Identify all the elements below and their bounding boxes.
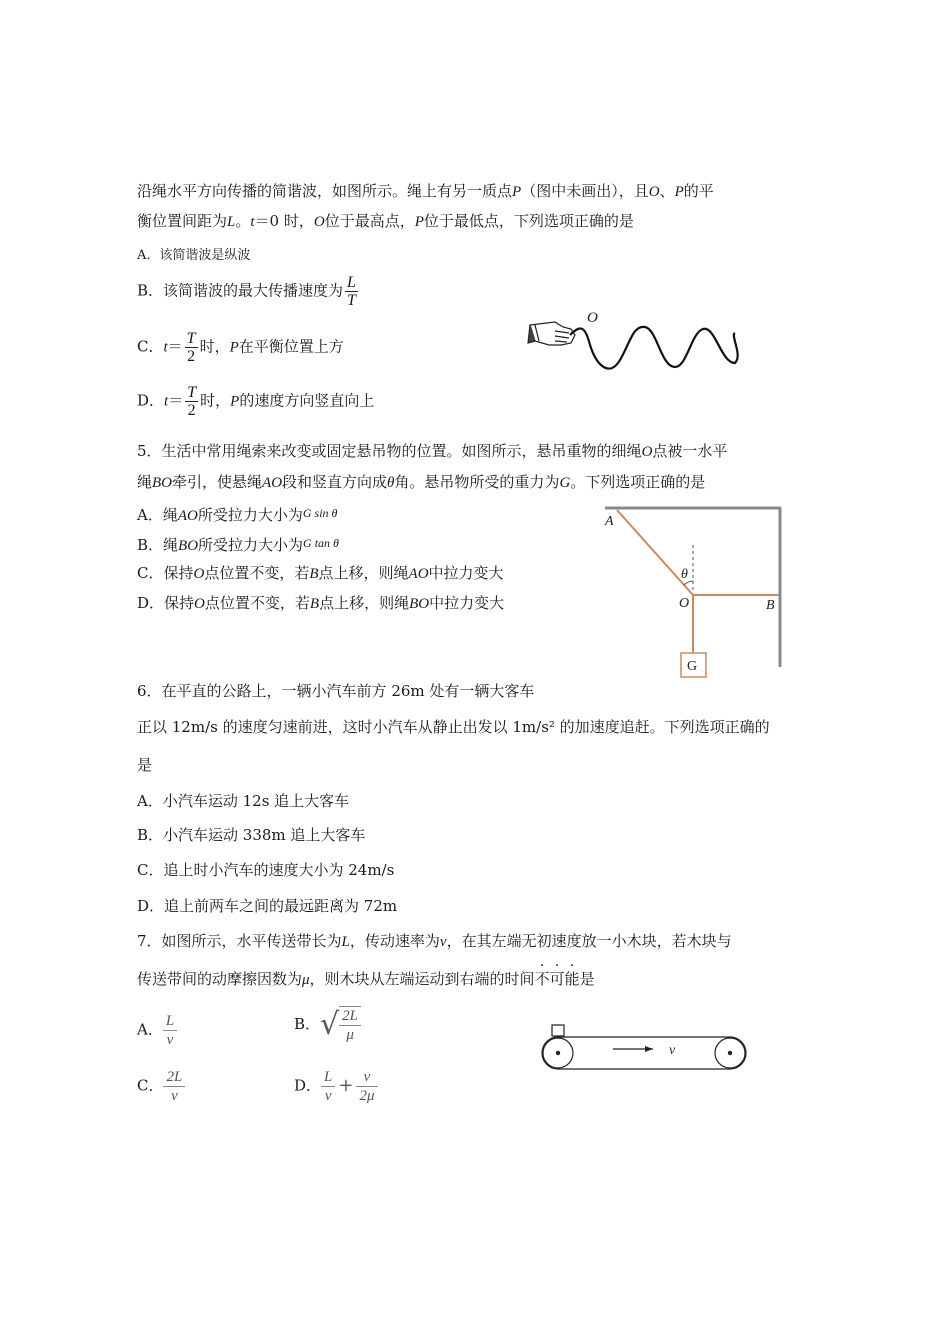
hand-icon xyxy=(528,322,575,345)
q5-option-c: C．保持O点位置不变，若B点上移，则绳AO中拉力变大 xyxy=(137,564,504,582)
q5-stem-line1: 5．生活中常用绳索来改变或固定悬吊物的位置。如图所示，悬吊重物的细绳O点被一水平 xyxy=(137,442,728,460)
q6-option-c: C．追上时小汽车的速度大小为 24m/s xyxy=(137,861,395,879)
fraction-t-half: $\frac{T}{2}$ xyxy=(187,384,197,419)
velocity-label: v xyxy=(669,1043,676,1058)
fraction-2l-over-v: $\frac{2L}{v}$ xyxy=(163,1068,185,1105)
sqrt-2l-over-mu: √ $\frac{2L}{\mu}$ xyxy=(320,1006,361,1044)
q4-option-d: D．t＝ $\frac{T}{2}$ 时，P的速度方向竖直向上 xyxy=(137,384,375,419)
q7-option-b: B．√ $\frac{2L}{\mu}$ xyxy=(294,1006,361,1044)
q4-stem-line2: 衡位置间距为L。t＝0 时，O位于最高点，P位于最低点，下列选项正确的是 xyxy=(137,212,634,230)
q5-option-d: D．保持O点位置不变，若B点上移，则绳BO中拉力变大 xyxy=(137,594,505,612)
wave-point-o-label: O xyxy=(587,310,598,326)
wave-curve xyxy=(570,327,738,369)
q4-option-b: B．该简谐波的最大传播速度为 $\frac{L}{T}$ xyxy=(137,274,356,309)
label-theta: θ xyxy=(681,567,688,582)
rope-figure xyxy=(595,505,790,680)
fraction-v-over-2mu: $\frac{v}{2\mu}$ xyxy=(356,1068,377,1105)
q7-option-d: D． $\frac{L}{v}$ + $\frac{v}{2\mu}$ xyxy=(294,1068,378,1105)
q5-option-a: A．绳AO所受拉力大小为$^{G sin \theta}$ xyxy=(137,506,338,524)
fraction-l-over-t: $\frac{L}{T}$ xyxy=(347,274,356,309)
q6-stem-line2: 正以 12m/s 的速度匀速前进，这时小汽车从静止出发以 1m/s² 的加速度追赶。下列选项正确的 xyxy=(137,718,770,736)
q7-option-a: A． $\frac{L}{v}$ xyxy=(137,1012,177,1049)
fraction-l-over-v: $\frac{L}{v}$ xyxy=(163,1012,177,1049)
wave-figure xyxy=(525,305,745,380)
conveyor-figure xyxy=(535,1022,755,1078)
label-o: O xyxy=(679,596,690,611)
label-a: A xyxy=(605,514,614,529)
right-pulley-axle xyxy=(728,1051,732,1055)
fraction-t-half: $\frac{T}{2}$ xyxy=(186,330,196,365)
q6-option-a: A．小汽车运动 12s 追上大客车 xyxy=(137,792,350,810)
q7-option-c: C． $\frac{2L}{v}$ xyxy=(137,1068,185,1105)
label-b: B xyxy=(766,598,775,613)
q7-stem-line2: 传送带间的动摩擦因数为μ，则木块从左端运动到右端的时间不可能是 xyxy=(137,970,595,988)
q5-stem-line2: 绳BO牵引，使悬绳AO段和竖直方向成θ角。悬吊物所受的重力为G。下列选项正确的是 xyxy=(137,473,706,491)
q6-option-b: B．小汽车运动 338m 追上大客车 xyxy=(137,826,366,844)
left-pulley-axle xyxy=(556,1051,560,1055)
rope-ao xyxy=(617,510,693,595)
q5-option-b: B．绳BO所受拉力大小为$^{G tan \theta}$ xyxy=(137,536,339,554)
q4-option-a: A．该简谐波是纵波 xyxy=(137,248,251,263)
q6-option-d: D．追上前两车之间的最远距离为 72m xyxy=(137,897,398,915)
q4-option-c: C．t＝ $\frac{T}{2}$ 时，P在平衡位置上方 xyxy=(137,330,344,365)
wood-block xyxy=(552,1025,564,1036)
label-g: G xyxy=(687,659,698,674)
fraction-l-over-v: $\frac{L}{v}$ xyxy=(321,1068,335,1105)
q7-stem-line1: 7．如图所示，水平传送带长为L，传动速率为v，在其左端无初速度放一小木块，若木块与 xyxy=(137,932,732,950)
arrow-head-icon xyxy=(645,1046,653,1052)
q6-stem-line3: 是 xyxy=(137,756,153,774)
q6-stem-line1: 6．在平直的公路上，一辆小汽车前方 26m 处有一辆大客车 xyxy=(137,682,535,700)
q4-stem-line1: 沿绳水平方向传播的简谐波，如图所示。绳上有另一质点P（图中未画出），且O、P的平 xyxy=(137,182,714,200)
